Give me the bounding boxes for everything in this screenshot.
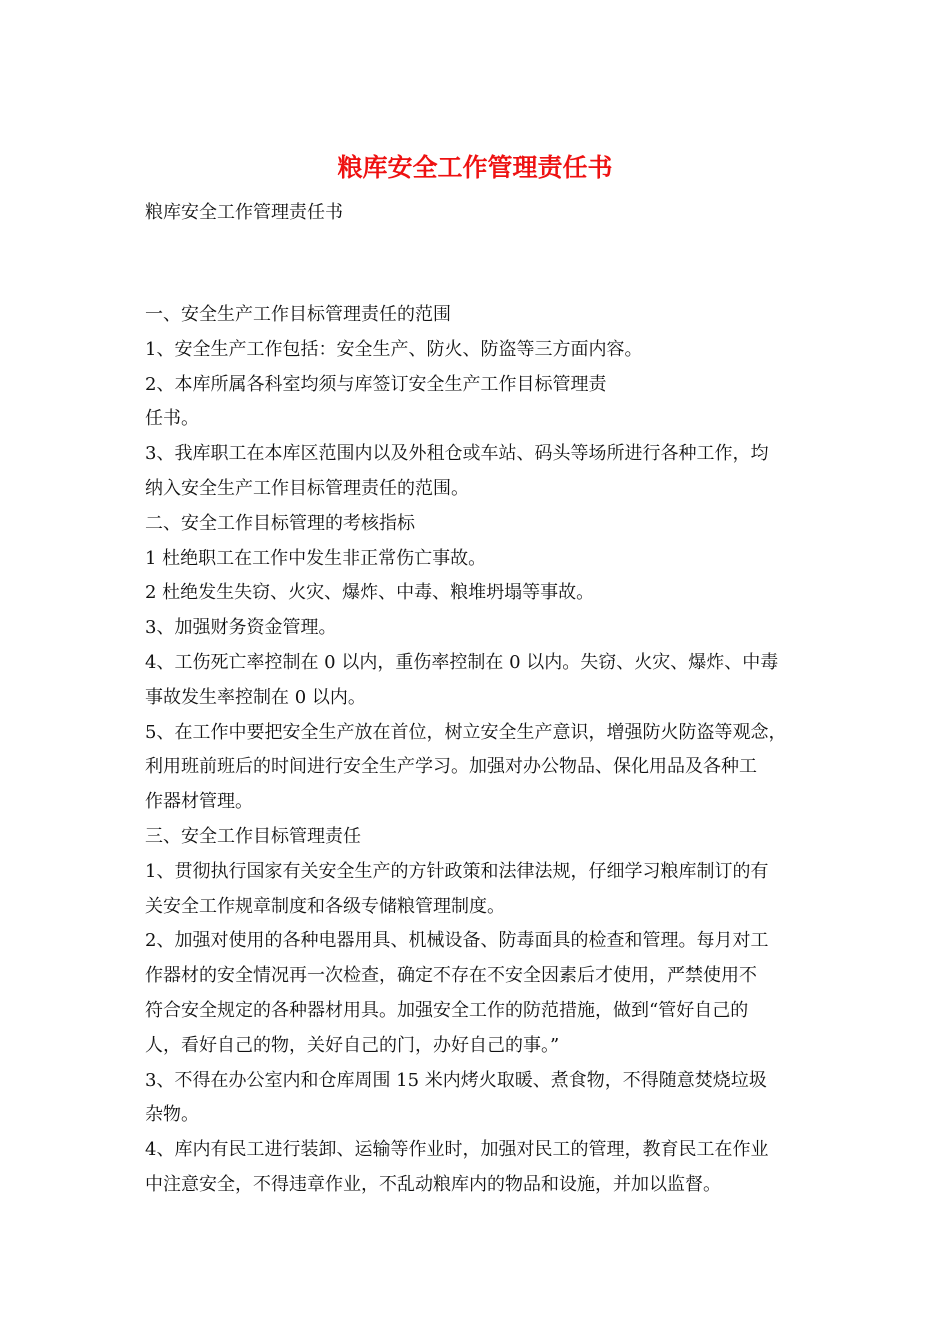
text-line: 作器材的安全情况再一次检查，确定不存在不安全因素后才使用，严禁使用不 <box>145 965 757 987</box>
text-line: 3、不得在办公室内和仓库周围 15 米内烤火取暖、煮食物，不得随意焚烧垃圾 <box>145 1069 767 1091</box>
text-line: 3、我库职工在本库区范围内以及外租仓或车站、码头等场所进行各种工作，均 <box>145 443 769 465</box>
text-line: 4、工伤死亡率控制在 0 以内，重伤率控制在 0 以内。失窃、火灾、爆炸、中毒 <box>145 651 779 673</box>
text-line: 任书。 <box>145 408 199 430</box>
text-line: 关安全工作规章制度和各级专储粮管理制度。 <box>145 895 505 917</box>
text-line: 2、加强对使用的各种电器用具、机械设备、防毒面具的检查和管理。每月对工 <box>145 930 769 952</box>
text-line: 1、安全生产工作包括：安全生产、防火、防盗等三方面内容。 <box>145 338 643 360</box>
text-line: 4、库内有民工进行装卸、运输等作业时，加强对民工的管理，教育民工在作业 <box>145 1139 769 1161</box>
text-line: 事故发生率控制在 0 以内。 <box>145 686 366 708</box>
text-line: 中注意安全，不得违章作业，不乱动粮库内的物品和设施，并加以监督。 <box>145 1173 721 1195</box>
text-line: 2 杜绝发生失窃、火灾、爆炸、中毒、粮堆坍塌等事故。 <box>145 582 595 604</box>
text-line: 5、在工作中要把安全生产放在首位，树立安全生产意识，增强防火防盗等观念， <box>145 721 787 743</box>
text-line: 二、安全工作目标管理的考核指标 <box>145 512 415 534</box>
text-line: 1、贯彻执行国家有关安全生产的方针政策和法律法规，仔细学习粮库制订的有 <box>145 860 769 882</box>
document-title: 粮库安全工作管理责任书 <box>337 153 613 182</box>
text-line: 杂物。 <box>145 1104 199 1126</box>
text-line: 3、加强财务资金管理。 <box>145 617 337 639</box>
text-line: 2、本库所属各科室均须与库签订安全生产工作目标管理责 <box>145 373 607 395</box>
text-line: 三、安全工作目标管理责任 <box>145 825 361 847</box>
document-body <box>145 298 825 1203</box>
document-subtitle: 粮库安全工作管理责任书 <box>145 202 343 223</box>
text-line: 利用班前班后的时间进行安全生产学习。加强对办公物品、保化用品及各种工 <box>145 756 757 778</box>
text-line: 纳入安全生产工作目标管理责任的范围。 <box>145 477 469 499</box>
text-line: 作器材管理。 <box>145 791 253 813</box>
text-line: 1 杜绝职工在工作中发生非正常伤亡事故。 <box>145 547 487 569</box>
text-line: 一、安全生产工作目标管理责任的范围 <box>145 304 451 325</box>
text-line: 符合安全规定的各种器材用具。加强安全工作的防范措施，做到“管好自己的 <box>145 999 749 1021</box>
text-line: 人，看好自己的物，关好自己的门，办好自己的事。” <box>145 1034 560 1056</box>
